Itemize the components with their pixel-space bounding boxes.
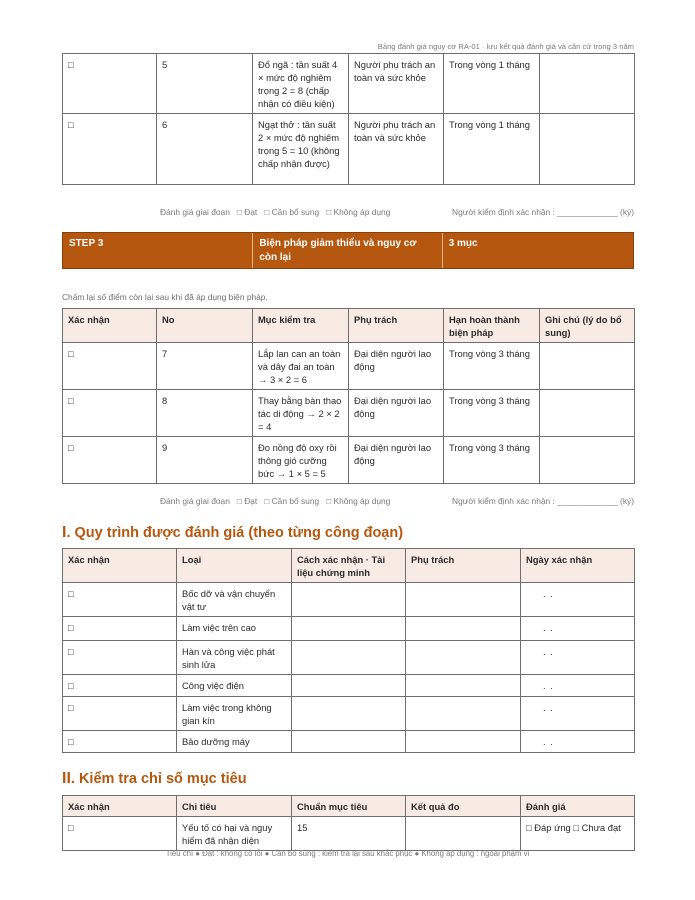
row-number: 6 — [157, 114, 253, 185]
column-header: Ghi chú (lý do bổ sung) — [540, 309, 635, 343]
owner-cell[interactable] — [406, 617, 521, 641]
method-cell[interactable] — [292, 697, 406, 731]
column-header: Xác nhận — [63, 309, 157, 343]
column-header: Phụ trách — [406, 549, 521, 583]
checkbox[interactable]: □ — [63, 731, 177, 753]
step3-note: Chấm lại số điểm còn lại sau khi đã áp dụng biện pháp. — [62, 292, 268, 302]
inspector-signature[interactable]: Người kiểm định xác nhận : _____________ (ký) — [452, 207, 634, 217]
deadline-cell: Trong vòng 3 tháng — [444, 343, 540, 390]
row-number: 5 — [157, 54, 253, 114]
owner-cell: Đại diện người lao động — [349, 437, 444, 484]
step-count: 3 mục — [448, 238, 478, 249]
method-cell[interactable] — [292, 641, 406, 675]
risk-table-continued — [62, 53, 635, 185]
stage-label: Đánh giá giai đoạn — [160, 207, 230, 217]
table-row — [63, 641, 635, 675]
owner-cell: Đại diện người lao động — [349, 390, 444, 437]
table-row — [63, 437, 635, 484]
indicator-name: Yếu tố có hại và nguy hiểm đã nhận diện — [177, 817, 292, 851]
deadline-cell: Trong vòng 1 tháng — [444, 114, 540, 185]
section-2-title — [62, 770, 247, 788]
date-cell[interactable]: . . — [521, 583, 635, 617]
column-header: Xác nhận — [63, 549, 177, 583]
deadline-cell: Trong vòng 1 tháng — [444, 54, 540, 114]
owner-cell: Đại diện người lao động — [349, 343, 444, 390]
check-item: Đo nồng độ oxy rồi thông gió cưỡng bức → 1 × 5 = 5 — [253, 437, 349, 484]
note-cell[interactable] — [540, 343, 635, 390]
row-number: 9 — [157, 437, 253, 484]
column-header: Hạn hoàn thành biện pháp — [444, 309, 540, 343]
criteria-legend: Tiêu chí ● Đạt : không có lỗi ● Cần bổ sung : kiểm tra lại sau khắc phục ● Không áp dụng : ngoài phạm vi — [165, 849, 530, 858]
step-label: STEP 3 — [63, 233, 253, 268]
option-supplement-checkbox[interactable]: □ Cần bổ sung — [264, 496, 320, 506]
mitigation-table — [62, 308, 635, 484]
section-heading: . Kiểm tra chỉ số mục tiêu — [70, 771, 247, 787]
process-table — [62, 548, 635, 753]
stage-options — [160, 207, 390, 217]
owner-cell[interactable] — [406, 641, 521, 675]
section-1-title — [62, 524, 403, 542]
indicator-table — [62, 795, 635, 851]
row-number: 8 — [157, 390, 253, 437]
target-value: 15 — [292, 817, 406, 851]
step3-header-bar — [62, 232, 634, 269]
note-cell[interactable] — [540, 54, 635, 114]
column-header: Xác nhận — [63, 796, 177, 817]
note-cell[interactable] — [540, 390, 635, 437]
check-item: Ngạt thở : tần suất 2 × mức độ nghiêm trọng 5 = 10 (không chấp nhận được) — [253, 114, 349, 185]
deadline-cell: Trong vòng 3 tháng — [444, 437, 540, 484]
checkbox[interactable]: □ — [63, 114, 157, 185]
checkbox[interactable]: □ — [63, 641, 177, 675]
inspector-signature[interactable]: Người kiểm định xác nhận : _____________ (ký) — [452, 496, 634, 506]
date-cell[interactable]: . . — [521, 731, 635, 753]
process-type: Công việc điện — [177, 675, 292, 697]
owner-cell[interactable] — [406, 697, 521, 731]
owner-cell[interactable] — [406, 731, 521, 753]
date-cell[interactable]: . . — [521, 675, 635, 697]
column-header: Kết quả đo — [406, 796, 521, 817]
stage-options — [160, 496, 390, 506]
option-supplement-checkbox[interactable]: □ Cần bổ sung — [264, 207, 320, 217]
measured-result[interactable] — [406, 817, 521, 851]
checkbox[interactable]: □ — [63, 437, 157, 484]
date-cell[interactable]: . . — [521, 641, 635, 675]
checkbox[interactable]: □ — [63, 817, 177, 851]
note-cell[interactable] — [540, 437, 635, 484]
option-pass-checkbox[interactable]: □ Đạt — [236, 496, 258, 506]
table-row — [63, 583, 635, 617]
table-row — [63, 390, 635, 437]
option-pass-checkbox[interactable]: □ Đạt — [236, 207, 258, 217]
process-type: Bảo dưỡng máy — [177, 731, 292, 753]
checkbox[interactable]: □ — [63, 343, 157, 390]
checkbox[interactable]: □ — [63, 390, 157, 437]
method-cell[interactable] — [292, 731, 406, 753]
note-cell[interactable] — [540, 114, 635, 185]
column-header: Đánh giá — [521, 796, 635, 817]
table-row — [63, 731, 635, 753]
column-header: Loại — [177, 549, 292, 583]
table-row — [63, 617, 635, 641]
process-type: Bốc dỡ và vận chuyển vật tư — [177, 583, 292, 617]
check-item: Lắp lan can an toàn và dây đai an toàn → 3 × 2 = 6 — [253, 343, 349, 390]
owner-cell[interactable] — [406, 675, 521, 697]
checkbox[interactable]: □ — [63, 54, 157, 114]
table-row — [63, 343, 635, 390]
table-row — [63, 697, 635, 731]
checkbox[interactable]: □ — [63, 697, 177, 731]
column-header: Chỉ tiêu — [177, 796, 292, 817]
method-cell[interactable] — [292, 675, 406, 697]
step-title: Biện pháp giảm thiểu và nguy cơ còn lại — [253, 233, 442, 268]
section-heading: . Quy trình được đánh giá (theo từng công đoạn) — [66, 525, 404, 541]
checkbox[interactable]: □ — [63, 675, 177, 697]
process-type: Hàn và công việc phát sinh lửa — [177, 641, 292, 675]
table-header-row — [63, 549, 635, 583]
process-type: Làm việc trong không gian kín — [177, 697, 292, 731]
column-header: Chuẩn mục tiêu — [292, 796, 406, 817]
process-type: Làm việc trên cao — [177, 617, 292, 641]
check-item: Đổ ngã : tần suất 4 × mức độ nghiêm trọng 2 = 8 (chấp nhận có điều kiện) — [253, 54, 349, 114]
column-header: Cách xác nhận · Tài liệu chứng minh — [292, 549, 406, 583]
column-header: No — [157, 309, 253, 343]
stage-label: Đánh giá giai đoạn — [160, 496, 230, 506]
table-row — [63, 817, 635, 851]
document-header-note: Bảng đánh giá nguy cơ RA-01 · lưu kết quả đánh giá và căn cứ trong 3 năm — [377, 42, 634, 51]
section-number: II — [62, 770, 71, 787]
owner-cell: Người phụ trách an toàn và sức khỏe — [349, 54, 444, 114]
row-number: 7 — [157, 343, 253, 390]
table-row — [63, 114, 635, 185]
option-na-checkbox[interactable]: □ Không áp dụng — [326, 207, 391, 217]
checkbox[interactable]: □ — [63, 583, 177, 617]
method-cell[interactable] — [292, 617, 406, 641]
column-header: Mục kiểm tra — [253, 309, 349, 343]
date-cell[interactable]: . . — [521, 697, 635, 731]
table-header-row — [63, 309, 635, 343]
table-header-row — [63, 796, 635, 817]
table-row — [63, 675, 635, 697]
deadline-cell: Trong vòng 3 tháng — [444, 390, 540, 437]
owner-cell: Người phụ trách an toàn và sức khỏe — [349, 114, 444, 185]
method-cell[interactable] — [292, 583, 406, 617]
owner-cell[interactable] — [406, 583, 521, 617]
evaluation-options[interactable]: □ Đáp ứng □ Chưa đạt — [521, 817, 635, 851]
option-na-checkbox[interactable]: □ Không áp dụng — [326, 496, 391, 506]
column-header: Phụ trách — [349, 309, 444, 343]
column-header: Ngày xác nhận — [521, 549, 635, 583]
date-cell[interactable]: . . — [521, 617, 635, 641]
table-row — [63, 54, 635, 114]
section-number: I — [62, 524, 67, 541]
checkbox[interactable]: □ — [63, 617, 177, 641]
check-item: Thay bằng bàn thao tác di động → 2 × 2 = 4 — [253, 390, 349, 437]
